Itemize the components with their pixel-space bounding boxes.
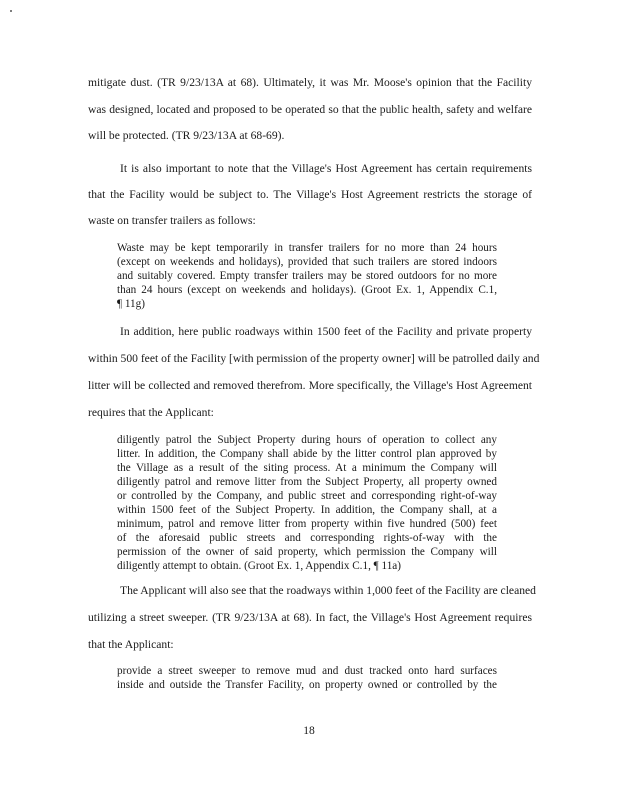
- quote-line: litter. In addition, the Company shall abide by the litter control plan approved by: [117, 448, 497, 460]
- quote-line: diligently patrol the Subject Property during hours of operation to collect any: [117, 434, 497, 446]
- body-line: litter will be collected and removed therefrom. More specifically, the Village's Host Agreement: [88, 379, 532, 392]
- body-line: that the Facility would be subject to. The Village's Host Agreement restricts the storage of: [88, 188, 532, 201]
- quote-line: Waste may be kept temporarily in transfer trailers for no more than 24 hours: [117, 242, 497, 254]
- quote-line: and suitably covered. Empty transfer trailers may be stored outdoors for no more: [117, 270, 497, 282]
- body-line: requires that the Applicant:: [88, 406, 214, 419]
- body-line: within 500 feet of the Facility [with permission of the property owner] will be patrolled daily and: [88, 352, 540, 365]
- quote-line: provide a street sweeper to remove mud and dust tracked onto hard surfaces: [117, 665, 497, 677]
- body-line: It is also important to note that the Village's Host Agreement has certain requirements: [120, 162, 532, 175]
- quote-line: of the aforesaid public streets and corresponding rights-of-way with the: [117, 532, 497, 544]
- scan-speck: [10, 10, 12, 12]
- body-line: was designed, located and proposed to be operated so that the public health, safety and welfare: [88, 103, 532, 116]
- quote-line: than 24 hours (except on weekends and holidays). (Groot Ex. 1, Appendix C.1,: [117, 284, 497, 296]
- body-line: The Applicant will also see that the roadways within 1,000 feet of the Facility are cleaned: [120, 584, 536, 597]
- quote-line: diligently patrol and remove litter from the Subject Property, all property owned: [117, 476, 497, 488]
- page-number: 18: [303, 724, 315, 737]
- quote-line: inside and outside the Transfer Facility, on property owned or controlled by the: [117, 679, 497, 691]
- body-line: mitigate dust. (TR 9/23/13A at 68). Ultimately, it was Mr. Moose's opinion that the Facility: [88, 76, 532, 89]
- quote-line: the Village as a result of the siting process. At a minimum the Company will: [117, 462, 497, 474]
- quote-line: diligently attempt to obtain. (Groot Ex. 1, Appendix C.1, ¶ 11a): [117, 560, 401, 572]
- body-line: In addition, here public roadways within 1500 feet of the Facility and private property: [120, 325, 532, 338]
- quote-line: minimum, patrol and remove litter from property within five hundred (500) feet: [117, 518, 497, 530]
- body-line: that the Applicant:: [88, 638, 174, 651]
- body-line: waste on transfer trailers as follows:: [88, 214, 256, 227]
- quote-line: permission of the owner of said property, which permission the Company will: [117, 546, 497, 558]
- quote-line: or controlled by the Company, and public street and corresponding right-of-way: [117, 490, 497, 502]
- body-line: will be protected. (TR 9/23/13A at 68-69).: [88, 129, 285, 142]
- quote-line: within 1500 feet of the Subject Property. In addition, the Company shall, at a: [117, 504, 497, 516]
- body-line: utilizing a street sweeper. (TR 9/23/13A at 68). In fact, the Village's Host Agreement requires: [88, 611, 532, 624]
- quote-line: ¶ 11g): [117, 298, 145, 310]
- quote-line: (except on weekends and holidays), provided that such trailers are stored indoors: [117, 256, 497, 268]
